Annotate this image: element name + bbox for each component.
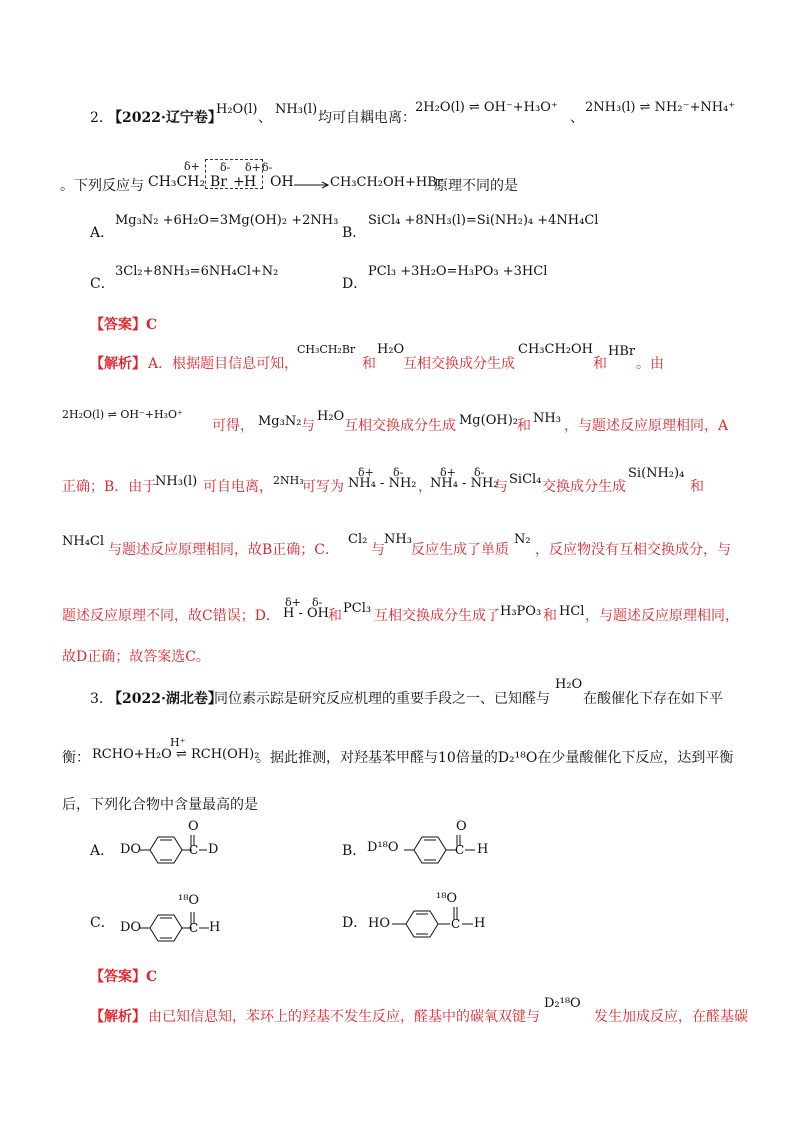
q3-c-top: ¹⁸O	[178, 893, 200, 908]
q2-an-l4c: 反应生成了单质	[411, 542, 509, 558]
svg-text:C: C	[451, 917, 461, 931]
q2-an-l5f1: H - OH	[283, 606, 329, 621]
q2-an-l5a: 题述反应原理不同，故C错误；D．	[62, 608, 280, 624]
q2-delta-c: δ+	[184, 160, 200, 173]
q3-source: 【2022·湖北卷】	[108, 691, 222, 707]
q2-an-l2f1: 2H₂O(l) ⇌ OH⁻+H₃O⁺	[62, 408, 183, 421]
q2-intro: 均可自耦电离：	[318, 110, 416, 126]
q2-option-d: PCl₃ +3H₂O=H₃PO₃ +3HCl	[368, 264, 548, 279]
reaction-arrow-icon	[294, 180, 330, 190]
svg-text:C: C	[189, 843, 199, 857]
q2-an-l5f3: H₃PO₃	[500, 604, 542, 619]
svg-text:C: C	[189, 921, 199, 935]
q3-stem1: 同位素示踪是研究反应机理的重要手段之一、已知醛与	[214, 691, 550, 707]
q2-an-l4f4: N₂	[514, 532, 531, 547]
q2-an-l3b: 可自电离，	[203, 479, 273, 495]
q2-an-l3f2: 2NH₃	[273, 474, 304, 487]
q2-an-l2b: 与	[301, 418, 315, 434]
q2-an-l3-d4: δ-	[474, 466, 485, 479]
q3-a-top: O	[188, 819, 199, 834]
q3-d-right: H	[474, 916, 486, 931]
q2-an-l2a: 可得，	[212, 418, 254, 434]
q2-an-l3f4: NH₄ - NH₂	[430, 476, 499, 491]
q2-an-l5b: 和	[328, 608, 342, 624]
q2-an-l3-d1: δ+	[358, 466, 374, 479]
q2-an-l1f4: HBr	[608, 344, 636, 359]
svg-text:C: C	[455, 843, 465, 857]
q3-b-right: H	[477, 842, 489, 857]
q2-an-l1f1: CH₃CH₂Br	[297, 343, 356, 356]
q2-answer: 【答案】C	[90, 317, 158, 333]
q2-an-l4d: ，反应物没有互相交换成分，与	[535, 542, 731, 558]
q3-eq-catalyst: H⁺	[170, 736, 186, 749]
q2-option-b-label: B．	[342, 225, 367, 241]
q3-stem3b: 。据此推测，对羟基苯甲醛与10倍量的D₂¹⁸O在少量酸催化下反应，达到平衡	[256, 750, 734, 766]
benzene-ring-c-icon	[140, 904, 210, 946]
q2-option-c-label: C．	[90, 276, 115, 292]
q3-stem4: 后，下列化合物中含量最高的是	[62, 797, 258, 813]
q2-an-l4f1: NH₄Cl	[62, 534, 105, 549]
q2-number: 2．	[90, 110, 113, 126]
q2-an-l2e: ，与题述反应原理相同，A	[564, 418, 729, 434]
q2-an-l2c: 互相交换成分生成	[344, 418, 456, 434]
q2-an-l3a: 正确；B．由于	[62, 479, 157, 495]
q3-a-right: D	[208, 842, 219, 857]
q2-an-l5d: 和	[543, 608, 557, 624]
q3-analysis-formula: D₂¹⁸O	[544, 996, 581, 1011]
q2-an-l3-d2: δ-	[393, 466, 404, 479]
q2-h: H	[244, 174, 257, 190]
q2-h2o: H₂O(l)	[216, 102, 258, 117]
q3-analysis2: 发生加成反应，在醛基碳	[594, 1009, 748, 1025]
q2-molecule: CH₃CH₂	[148, 174, 206, 190]
q2-an-l6: 故D正确；故答案选C。	[62, 649, 210, 665]
q2-an-l5c: 互相交换成分生成了	[374, 608, 500, 624]
q3-number: 3．	[90, 691, 113, 707]
q3-a-left: DO	[120, 842, 142, 857]
q3-d-left: HO	[368, 916, 390, 931]
q2-an-l3c: 可写为	[302, 479, 344, 495]
benzene-ring-d-icon	[392, 900, 474, 942]
q3-stem3a: 衡：	[62, 750, 90, 766]
q2-an-l5f4: HCl	[559, 604, 585, 619]
q2-an-l2f5: NH₃	[533, 411, 561, 426]
q2-option-a: Mg₃N₂ +6H₂O=3Mg(OH)₂ +2NH₃	[115, 213, 339, 228]
q2-an-l5e: ，与题述反应原理相同，	[585, 608, 739, 624]
q2-stem-b: 原理不同的是	[434, 178, 518, 194]
q3-equation: RCHO+H₂O ⇌ RCH(OH)₂	[92, 747, 260, 762]
q2-an-l3g: 交换成分生成	[542, 479, 626, 495]
q3-d-top: ¹⁸O	[436, 891, 458, 906]
q2-analysis-label: 【解析】	[90, 356, 146, 372]
q3-c-right: H	[209, 920, 221, 935]
q2-an-l3d: ，	[418, 479, 432, 495]
benzene-ring-a-icon	[140, 826, 208, 868]
q2-an-l2f4: Mg(OH)₂	[459, 413, 518, 428]
q2-an-l3h: 和	[690, 479, 704, 495]
q2-an-l2f2: Mg₃N₂	[258, 414, 302, 429]
q3-analysis-label: 【解析】	[90, 1009, 146, 1025]
q3-stem2: 在酸催化下存在如下平	[583, 691, 723, 707]
q2-an-l1f2: H₂O	[377, 342, 405, 357]
q2-option-a-label: A．	[90, 225, 115, 241]
q2-an-l4b: 与	[371, 542, 385, 558]
q3-option-a-label: A．	[90, 843, 115, 859]
q3-b-top: O	[456, 819, 467, 834]
q2-an-l1f3: CH₃CH₂OH	[518, 342, 593, 357]
q2-an-l2f3: H₂O	[317, 409, 345, 424]
q2-br: Br	[210, 174, 227, 190]
q2-sep2: 、	[570, 110, 584, 126]
q3-analysis1: 由已知信息知，苯环上的羟基不发生反应，醛基中的碳氧双键与	[148, 1009, 540, 1025]
q2-an-l3f6: Si(NH₂)₄	[628, 466, 685, 481]
q3-answer: 【答案】C	[90, 969, 158, 985]
q3-option-b-label: B．	[342, 843, 367, 859]
q2-an-l5-d2: δ-	[312, 596, 323, 609]
q2-an-l3-d3: δ+	[440, 466, 456, 479]
q2-eq2: 2NH₃(l) ⇌ NH₂⁻+NH₄⁺	[585, 100, 736, 115]
q2-an-l1c: 互相交换成分生成	[403, 356, 515, 372]
q2-an-l4f2: Cl₂	[348, 532, 368, 547]
q2-option-d-label: D．	[342, 276, 368, 292]
q2-eq1: 2H₂O(l) ⇌ OH⁻+H₃O⁺	[415, 100, 558, 115]
q3-option-c-label: C．	[90, 915, 115, 931]
q3-b-left: D¹⁸O	[367, 840, 399, 855]
q3-h2o: H₂O	[555, 677, 583, 692]
q2-an-l3f1: NH₃(l)	[155, 474, 198, 489]
q2-product: CH₃CH₂OH+HBr	[330, 175, 443, 190]
q2-option-b: SiCl₄ +8NH₃(l)=Si(NH₂)₄ +4NH₄Cl	[368, 213, 599, 228]
q2-an-l3e: 与	[494, 479, 508, 495]
q2-an-l5f2: PCl₃	[343, 601, 372, 616]
q2-delta-br: δ-	[220, 161, 231, 174]
q2-plus: +	[233, 174, 245, 190]
q2-an-l1a: A．根据题目信息可知，	[148, 356, 299, 372]
q2-oh: OH	[270, 174, 294, 190]
q2-an-l3f3: NH₄ - NH₂	[348, 476, 417, 491]
q2-an-l4a: 与题述反应原理相同，故B正确；C．	[108, 542, 339, 558]
q2-sep: 、	[258, 110, 272, 126]
q2-delta-o: δ-	[262, 161, 273, 174]
q2-source: 【2022·辽宁卷】	[108, 110, 222, 126]
q2-an-l5-d1: δ+	[285, 596, 301, 609]
q2-option-c: 3Cl₂+8NH₃=6NH₄Cl+N₂	[115, 264, 279, 279]
q2-delta-h: δ+	[245, 161, 261, 174]
q3-option-d-label: D．	[342, 915, 368, 931]
q2-an-l4f3: NH₃	[384, 532, 412, 547]
q2-an-l3f5: SiCl₄	[509, 472, 542, 487]
q2-nh3: NH₃(l)	[275, 102, 318, 117]
q2-an-l1b: 和	[362, 356, 376, 372]
q2-stem-a: 。下列反应与	[60, 178, 144, 194]
q3-c-left: DO	[120, 920, 142, 935]
benzene-ring-b-icon	[404, 826, 476, 868]
q2-an-l1e: 。由	[636, 356, 664, 372]
q2-an-l1d: 和	[593, 356, 607, 372]
q2-an-l2d: 和	[517, 418, 531, 434]
